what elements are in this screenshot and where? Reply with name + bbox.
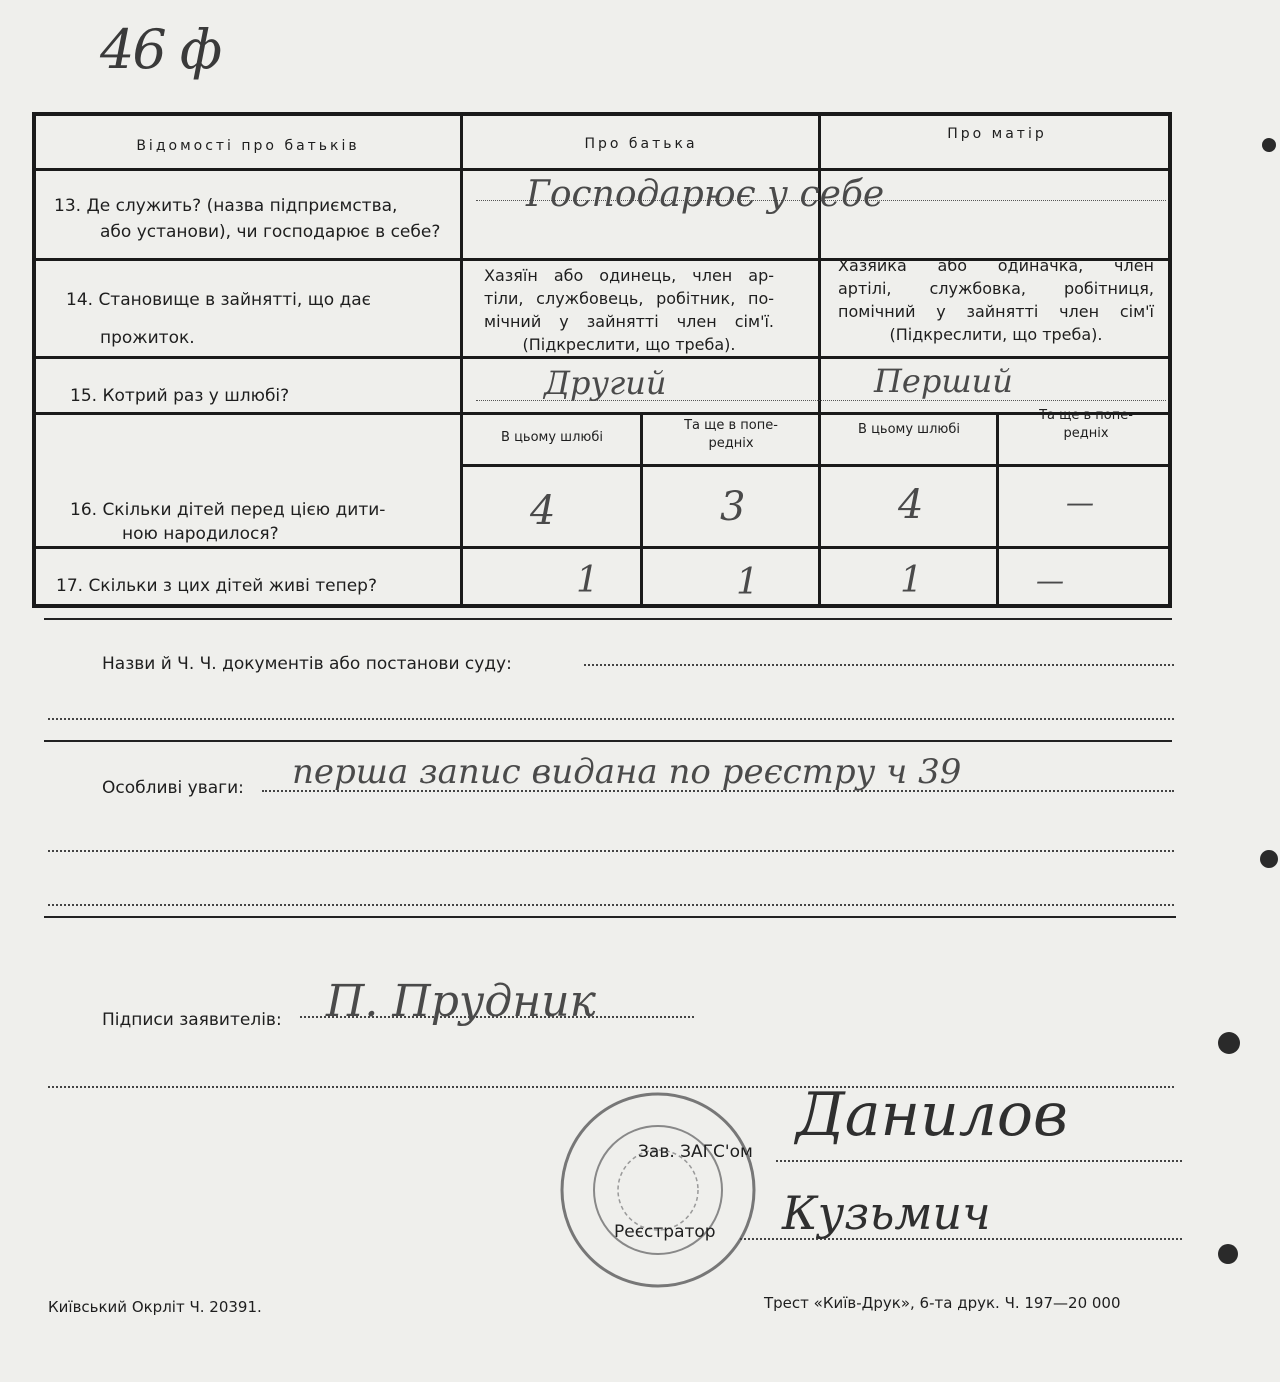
row14-mother-line3: помічний у зайнятті член сім'ї — [838, 302, 1154, 321]
registrar-label: Реєстратор — [614, 1222, 716, 1242]
subheader-mother-previous-line2: редніх — [1063, 426, 1109, 441]
row16-father-previous: 3 — [720, 484, 746, 530]
row13-handwritten-answer: Господарює у себе — [526, 174, 885, 215]
header-father: Про батька — [584, 136, 698, 152]
parents-info-table — [32, 112, 1172, 608]
row14-label-line2: прожиток. — [100, 328, 195, 348]
row14-father-line4: (Підкреслити, що треба). — [522, 335, 736, 354]
row13-label-line1: 13. Де служить? (назва підприємства, — [54, 196, 398, 216]
subheader-father-this-marriage: В цьому шлюбі — [501, 430, 603, 445]
subheader-mother-this-marriage: В цьому шлюбі — [858, 422, 960, 437]
header-parents-info: Відомості про батьків — [136, 138, 360, 154]
subheader-father-previous-line1: Та ще в попе- — [684, 418, 778, 433]
head-label: Зав. ЗАГС'ом — [638, 1142, 753, 1162]
official-stamp — [556, 1088, 760, 1292]
row15-mother-answer: Перший — [874, 362, 1013, 400]
row15-father-answer: Другий — [544, 364, 667, 402]
applicant-signature: П. Прудник — [326, 976, 596, 1027]
head-signature: Данилов — [796, 1080, 1068, 1150]
row13-label-line2: або установи), чи господарює в себе? — [100, 222, 441, 242]
row15-label: 15. Котрий раз у шлюбі? — [70, 386, 290, 406]
row16-mother-this: 4 — [898, 482, 924, 528]
row17-mother-previous: — — [1036, 564, 1064, 597]
row17-mother-this: 1 — [900, 560, 923, 601]
archive-page-number: 46 ф — [100, 18, 221, 81]
row16-label-line1: 16. Скільки дітей перед цією дити- — [70, 500, 386, 520]
subheader-mother-previous-line1: Та ще в попе- — [1039, 408, 1133, 423]
row17-father-this: 1 — [576, 560, 599, 601]
footer-right: Трест «Київ-Друк», 6-та друк. Ч. 197—20 000 — [764, 1294, 1121, 1312]
footer-left: Київський Окрліт Ч. 20391. — [48, 1298, 262, 1316]
row16-label-line2: ною народилося? — [122, 524, 279, 544]
remarks-label: Особливі уваги: — [102, 778, 244, 798]
signatures-label: Підписи заявителів: — [102, 1010, 282, 1030]
row17-label: 17. Скільки з цих дітей живі тепер? — [56, 576, 377, 596]
row14-mother-line4: (Підкреслити, що треба). — [889, 325, 1103, 344]
header-mother: Про матір — [947, 126, 1047, 142]
row16-father-this: 4 — [530, 488, 556, 534]
row14-mother-line1: Хазяйка або одиначка, член — [838, 256, 1154, 275]
documents-label: Назви й Ч. Ч. документів або постанови суду: — [102, 654, 512, 674]
row14-mother-line2: артілі, службовка, робітниця, — [838, 279, 1154, 298]
registrar-signature: Кузьмич — [782, 1186, 991, 1240]
row17-father-previous: 1 — [736, 562, 759, 603]
remarks-handwritten: перша запис видана по реєстру ч 39 — [292, 752, 962, 792]
row14-label-line1: 14. Становище в зайнятті, що дає — [66, 290, 372, 310]
row14-father-line1: Хазяїн або одинець, член ар- — [484, 266, 774, 285]
row14-father-line3: мічний у зайнятті член сім'ї. — [484, 312, 774, 331]
row16-mother-previous: — — [1066, 486, 1094, 519]
row14-father-line2: тіли, службовець, робітник, по- — [484, 289, 774, 308]
subheader-father-previous-line2: редніх — [708, 436, 754, 451]
